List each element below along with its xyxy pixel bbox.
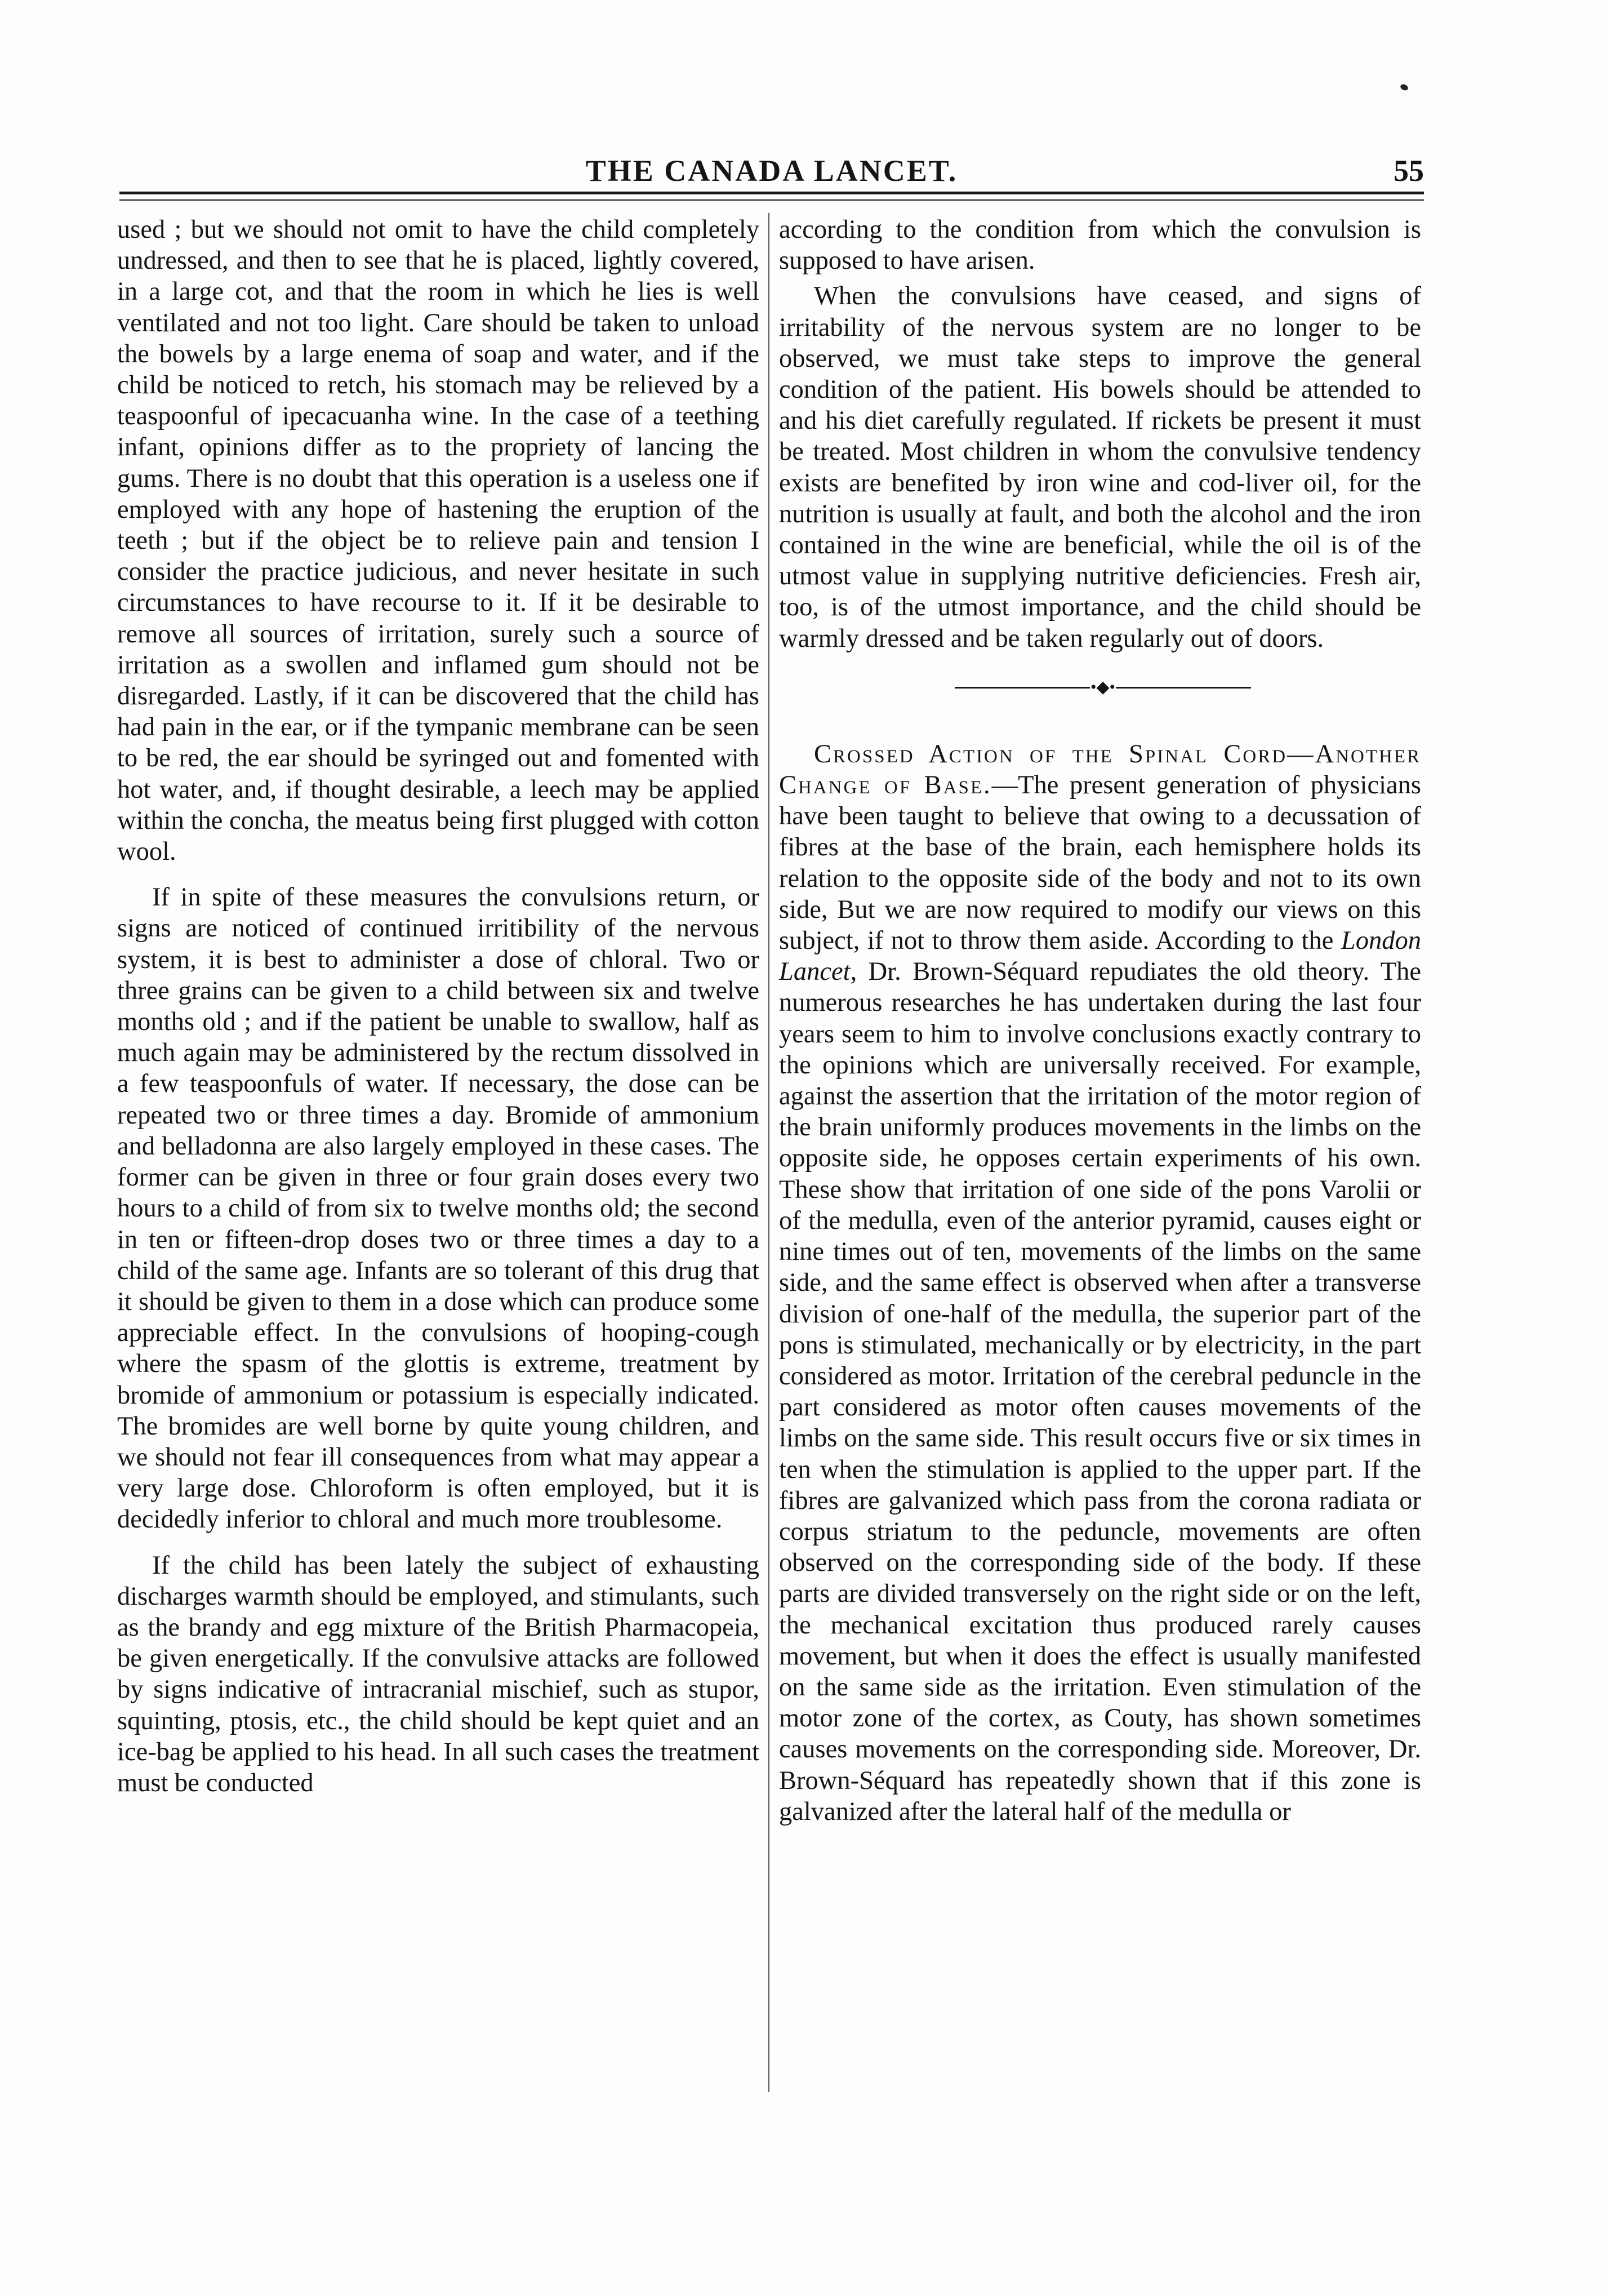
source-title: London Lancet <box>779 926 1421 987</box>
right-column <box>779 214 1421 1827</box>
paragraph: If the child has been lately the subject of exhausting discharges warmth should be employed, and stimulants, such as the brandy and egg mixture of the British Pharmacopeia, be given energetically. If the convulsive attacks are followed by signs indicative of intracranial mischief, such as stupor, squinting, ptosis, etc., the child should be kept quiet and an ice-bag be applied to his head. In all such cases the treatment must be conducted <box>117 1551 759 1797</box>
header-double-rule <box>119 192 1424 201</box>
column-divider <box>768 213 769 2092</box>
paragraph: used ; but we should not omit to have the child completely undressed, and then to see that he is placed, lightly covered, in a large cot, and that the room in which he lies is well ventilated and not too light. Care should be taken to unload the bowels by a large enema of soap and water, and if the child be noticed to retch, his stomach may be relieved by a teaspoonful of ipecacuanha wine. In the case of a teething infant, opinions differ as to the propriety of lancing the gums. There is no doubt that this operation is a useless one if employed with any hope of hastening the eruption of the teeth ; but if the object be to relieve pain and tension I consider the practice judicious, and never hesitate in such circumstances to have recourse to it. If it be desirable to remove all sources of irritation, surely such a source of irritation as a swollen and inflamed gum should not be disregarded. Lastly, if it can be discovered that the child has had pain in the ear, or if the tympanic membrane can be seen to be red, the ear should be syringed out and fomented with hot water, and, if thought desirable, a leech may be applied within the concha, the meatus being first plugged with cotton wool. <box>117 215 759 867</box>
journal-title: THE CANADA LANCET. <box>585 154 958 188</box>
paragraph: according to the condition from which the convulsion is supposed to have arisen. <box>779 215 1421 276</box>
ink-speck <box>1400 83 1409 92</box>
separator-rule <box>1116 687 1251 689</box>
separator-rule <box>955 687 1090 689</box>
article-paragraph <box>779 739 1421 1827</box>
left-column <box>117 214 759 1798</box>
paragraph: When the convulsions have ceased, and signs of irritability of the nervous system are no longer to be observed, we must take steps to improve the general condition of the patient. His bowels should be attended to and his diet carefully regulated. If rickets be present it must be treated. Most children in whom the convulsive tendency exists are benefited by iron wine and cod-liver oil, for the nutrition is usually at fault, and both the alcohol and the iron contained in the wine are beneficial, while the oil is of the utmost value in supplying nutritive deficiencies. Fresh air, too, is of the utmost importance, and the child should be warmly dressed and be taken regularly out of doors. <box>779 282 1421 653</box>
running-head <box>119 148 1424 193</box>
section-separator <box>779 654 1421 722</box>
separator-ornament: •◆• <box>1090 677 1116 696</box>
article-heading: Crossed Action of the Spinal Cord—Another Change of Base. <box>779 739 1421 800</box>
paragraph: If in spite of these measures the convulsions return, or signs are noticed of continued irritibility of the nervous system, it is best to administer a dose of chloral. Two or three grains can be given to a child between six and twelve months old ; and if the patient be unable to swallow, half as much again may be administered by the rectum dissolved in a few teaspoonfuls of water. If necessary, the dose can be repeated two or three times a day. Bromide of ammonium and belladonna are also largely employed in these cases. The former can be given in three or four grain doses every two hours to a child of from six to twelve months old; the second in ten or fifteen-drop doses two or three times a day to a child of the same age. Infants are so tolerant of this drug that it should be given to them in a dose which can produce some appreciable effect. In the convulsions of hooping-cough where the spasm of the glottis is extreme, treatment by bromide of ammonium or potassium is especially indicated. The bromides are well borne by quite young children, and we should not fear ill consequences from what may appear a very large dose. Chloroform is often employed, but it is decidedly inferior to chloral and much more troublesome. <box>117 883 759 1534</box>
page-number: 55 <box>1394 154 1424 188</box>
article-text: —The present generation of physicians have been taught to believe that owing to a decussation of fibres at the base of the brain, each hemisphere holds its relation to the opposite side of the body and not to its own side, But we are now required to modify our views on this subject, if not to throw them aside. According to the <box>779 771 1421 956</box>
article-text: , Dr. Brown-Séquard repudiates the old theory. The numerous researches he has undertaken during the last four years seem to him to involve conclusions exactly contrary to the opinions which are universally received. For example, against the assertion that the irritation of the motor region of the brain uniformly produces movements in the limbs on the opposite side, he opposes certain experiments of his own. These show that irritation of one side of the pons Varolii or of the medulla, even of the anterior pyramid, causes eight or nine times out of ten, movements of the limbs on the same side, and the same effect is observed when after a transverse division of one-half of the medulla, the superior part of the pons is stimulated, mechanically or by electricity, in the part considered as motor. Irritation of the cerebral peduncle in the part considered as motor often causes movements of the limbs on the same side. This result occurs five or six times in ten when the stimulation is applied to the upper part. If the fibres are galvanized which pass from the corona radiata or corpus striatum to the peduncle, movements are often observed on the corresponding side of the body. If these parts are divided transversely on the right side or on the left, the mechanical excitation thus produced rarely causes movement, but when it does the effect is usually manifested on the same side as the irritation. Even stimulation of the motor zone of the cortex, as Couty, has shown sometimes causes movements on the corresponding side. Moreover, Dr. Brown-Séquard has repeatedly shown that if this zone is galvanized after the lateral half of the medulla or <box>779 957 1421 1826</box>
